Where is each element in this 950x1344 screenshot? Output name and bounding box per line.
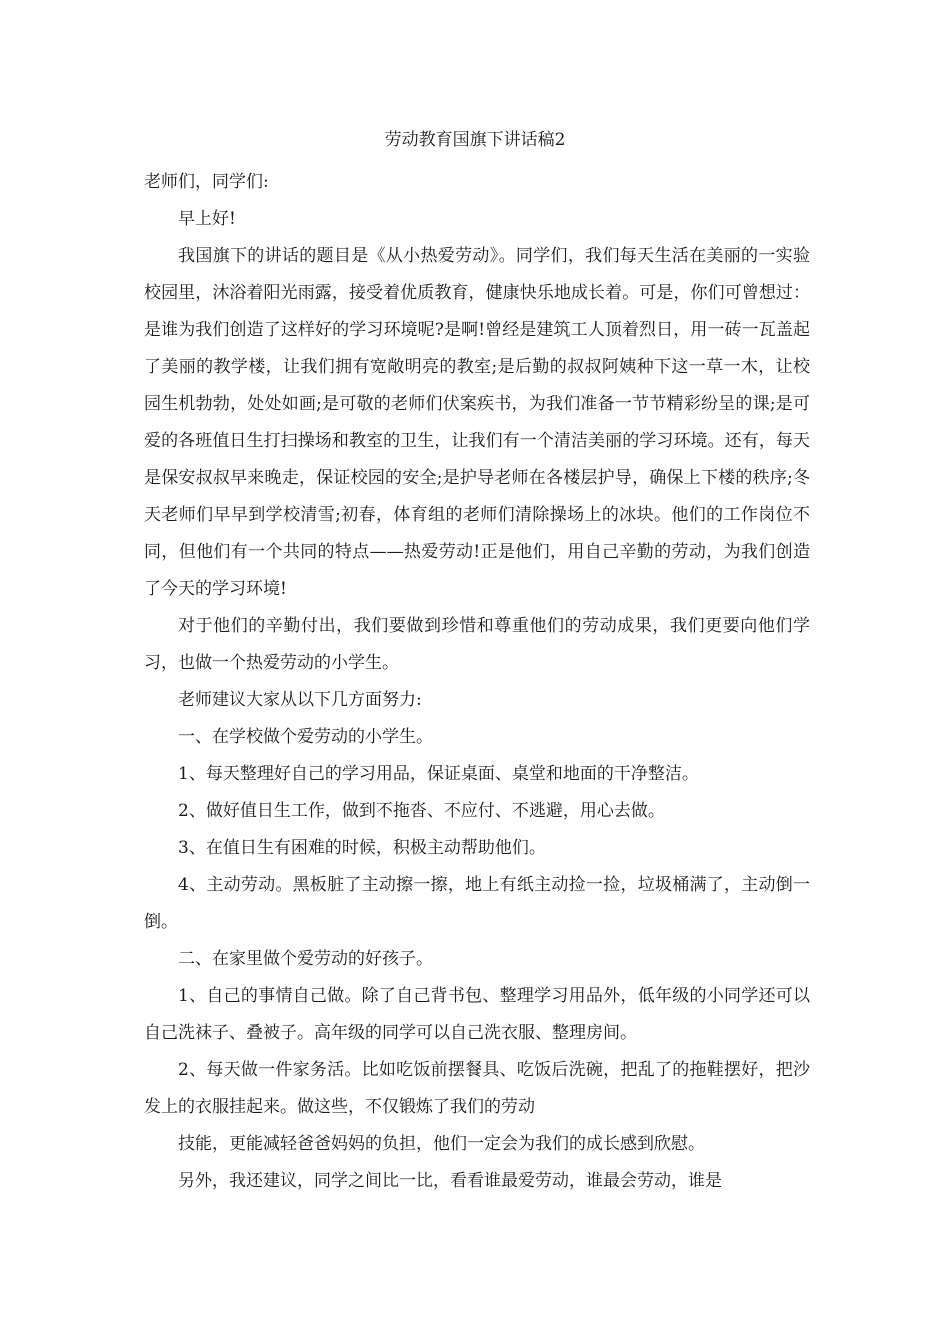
list-item: 2、做好值日生工作，做到不拖沓、不应付、不逃避，用心去做。 [178,801,665,821]
paragraph: 早上好! [178,209,236,229]
list-item: 4、主动劳动。黑板脏了主动擦一擦，地上有纸主动捡一捡，垃圾桶满了，主动倒一倒。 [144,875,810,932]
paragraph: 另外，我还建议，同学之间比一比，看看谁最爱劳动，谁最会劳动，谁是 [178,1171,722,1191]
paragraph: 老师建议大家从以下几方面努力: [178,690,422,710]
paragraph: 我国旗下的讲话的题目是《从小热爱劳动》。同学们，我们每天生活在美丽的一实验校园里，沐浴着阳光雨露，接受着优质教育，健康快乐地成长着。可是，你们可曾想过：是谁为我们创造了这样好的学习环境呢?是啊!曾经是建筑工人顶着烈日，用一砖一瓦盖起了美丽的教学楼，让我们拥有宽敞明亮的教室;是后勤的叔叔阿姨种下这一草一木，让校园生机勃勃，处处如画;是可敬的老师们伏案疾书，为我们准备一节节精彩纷呈的课;是可爱的各班值日生打扫操场和教室的卫生，让我们有一个清洁美丽的学习环境。还有，每天是保安叔叔早来晚走，保证校园的安全;是护导老师在各楼层护导，确保上下楼的秩序;冬天老师们早早到学校清雪;初春，体育组的老师们清除操场上的冰块。他们的工作岗位不同，但他们有一个共同的特点——热爱劳动!正是他们，用自己辛勤的劳动，为我们创造了今天的学习环境! [144,246,810,599]
list-item: 2、每天做一件家务活。比如吃饭前摆餐具、吃饭后洗碗，把乱了的拖鞋摆好，把沙发上的衣服挂起来。做这些，不仅锻炼了我们的劳动 [144,1060,810,1117]
paragraph: 老师们，同学们: [144,172,269,192]
list-item: 3、在值日生有困难的时候，积极主动帮助他们。 [178,838,546,858]
document-body [144,164,810,1200]
document-title: 劳动教育国旗下讲话稿2 [384,130,566,150]
paragraph: 技能，更能减轻爸爸妈妈的负担，他们一定会为我们的成长感到欣慰。 [178,1134,705,1154]
paragraph: 对于他们的辛勤付出，我们要做到珍惜和尊重他们的劳动成果，我们更要向他们学习，也做一个热爱劳动的小学生。 [144,616,810,673]
list-item: 1、每天整理好自己的学习用品，保证桌面、桌堂和地面的干净整洁。 [178,764,699,784]
paragraph: 一、在学校做个爱劳动的小学生。 [178,727,433,747]
paragraph: 二、在家里做个爱劳动的好孩子。 [178,949,433,969]
list-item: 1、自己的事情自己做。除了自己背书包、整理学习用品外，低年级的小同学还可以自己洗袜子、叠被子。高年级的同学可以自己洗衣服、整理房间。 [144,986,810,1043]
